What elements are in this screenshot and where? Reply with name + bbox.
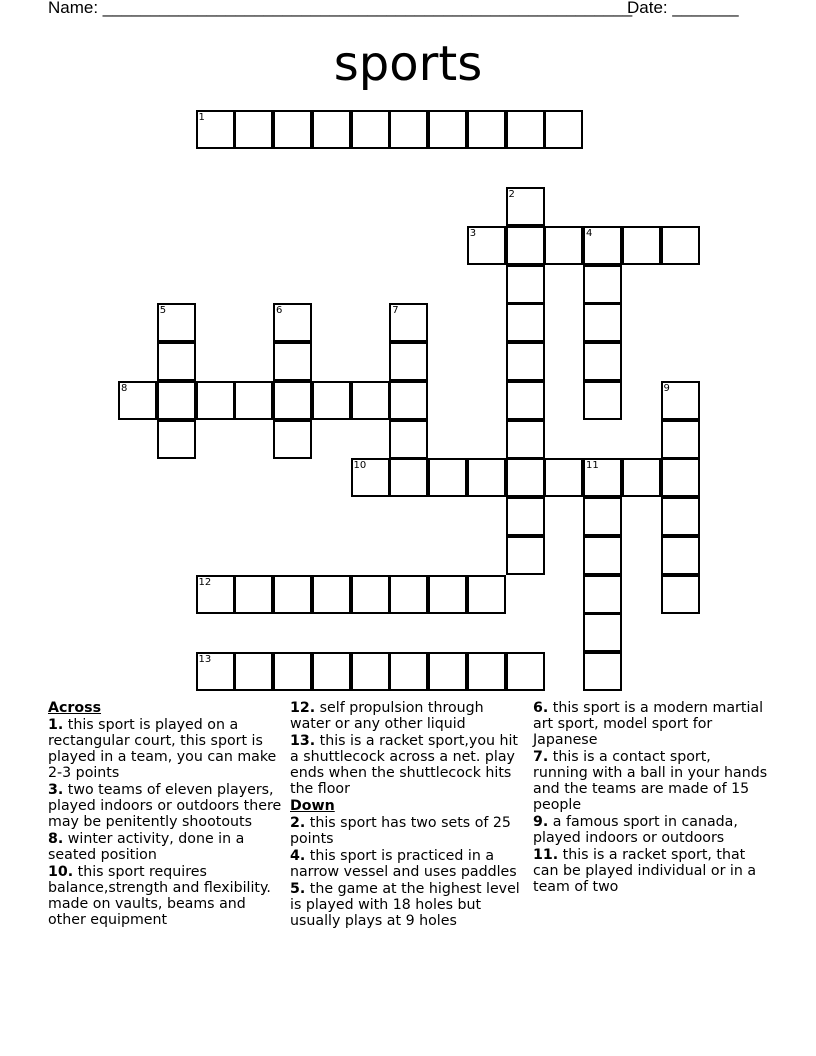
crossword-cell[interactable] [506,303,545,342]
crossword-cell[interactable] [389,342,428,381]
crossword-cell[interactable] [583,303,622,342]
clue-number: 7. [533,749,549,765]
clue-text: this is a racket sport,you hit a shuttlecock across a net. play ends when the shuttlecock hits the floor [290,733,518,797]
crossword-cell[interactable] [583,575,622,614]
clue-number-label: 6 [276,305,283,317]
clue-number: 10. [48,864,74,880]
clue-number-label: 8 [121,382,128,394]
clue-number: 4. [290,848,306,864]
crossword-cell[interactable] [622,226,661,265]
clue-down-7 [533,749,769,813]
crossword-cell[interactable] [622,458,661,497]
crossword-cell[interactable] [506,497,545,536]
crossword-cell[interactable] [583,497,622,536]
crossword-cell[interactable] [583,342,622,381]
crossword-cell[interactable] [506,342,545,381]
crossword-cell[interactable] [506,110,545,149]
clue-text: this sport is practiced in a narrow vessel and uses paddles [290,848,517,880]
crossword-cell[interactable] [661,575,700,614]
clue-number: 11. [533,847,559,863]
crossword-cell[interactable] [467,652,506,691]
crossword-cell[interactable] [661,497,700,536]
clue-text: winter activity, done in a seated position [48,831,245,863]
crossword-cell[interactable] [196,381,235,420]
crossword-cell[interactable] [389,652,428,691]
clue-number: 8. [48,831,64,847]
crossword-cell[interactable] [157,420,196,459]
clue-text: this sport is a modern martial art sport, model sport for Japanese [533,700,764,748]
crossword-cell[interactable] [583,381,622,420]
clue-number-label: 13 [198,654,212,665]
clue-number-label: 9 [663,382,670,394]
crossword-cell[interactable] [389,381,428,420]
crossword-cell[interactable] [351,110,390,149]
clue-across-8 [48,831,284,863]
name-field-label: Name: ________________________________________________________ [48,0,633,17]
clue-number: 2. [290,815,306,831]
clue-number: 6. [533,700,549,716]
crossword-cell[interactable] [389,575,428,614]
crossword-cell[interactable] [312,381,351,420]
crossword-cell[interactable] [273,110,312,149]
clue-number-label: 11 [586,460,599,472]
crossword-cell[interactable] [273,652,312,691]
clue-number: 1. [48,717,64,733]
date-field-label: Date: _______ [627,0,739,17]
clue-text: two teams of eleven players, played indoors or outdoors there may be penitently shootouts [48,782,282,830]
crossword-cell[interactable] [583,265,622,304]
crossword-cell[interactable] [273,420,312,459]
clue-across-1 [48,717,284,781]
across-heading: Across [48,700,102,716]
clue-column-2 [290,700,526,930]
crossword-cell[interactable] [157,381,196,420]
clue-column-1 [48,700,284,929]
crossword-cell[interactable] [506,652,545,691]
clue-text: this is a racket sport, that can be played individual or in a team of two [533,847,757,895]
clue-text: this sport requires balance,strength and flexibility. made on vaults, beams and other equipment [48,864,271,928]
crossword-cell[interactable] [506,536,545,575]
crossword-cell[interactable] [467,110,506,149]
clue-down-5 [290,881,526,929]
crossword-cell[interactable] [234,652,273,691]
crossword-cell[interactable] [273,575,312,614]
crossword-cell[interactable] [544,458,583,497]
crossword-cell[interactable] [428,575,467,614]
clue-text: this sport is played on a rectangular court, this sport is played in a team, you can make 2-3 points [48,717,277,781]
clue-down-9 [533,814,769,846]
crossword-cell[interactable] [544,226,583,265]
crossword-cell[interactable] [351,652,390,691]
clue-number: 9. [533,814,549,830]
clue-down-11 [533,847,769,895]
down-heading: Down [290,798,335,814]
crossword-cell[interactable] [506,458,545,497]
clue-across-10 [48,864,284,928]
crossword-cell[interactable] [661,458,700,497]
clue-number: 3. [48,782,64,798]
clue-text: this is a contact sport, running with a ball in your hands and the teams are made of 15 people [533,749,768,813]
crossword-cell[interactable] [661,536,700,575]
clue-across-3 [48,782,284,830]
clue-number-label: 2 [508,189,515,200]
clue-text: the game at the highest level is played with 18 holes but usually plays at 9 holes [290,881,520,929]
crossword-cell[interactable] [506,226,545,265]
crossword-cell[interactable] [467,575,506,614]
crossword-cell[interactable] [312,110,351,149]
crossword-cell[interactable] [506,381,545,420]
clue-number-label: 4 [586,227,593,239]
clue-number-label: 5 [159,305,167,317]
clue-number-label: 7 [392,305,399,317]
crossword-cell[interactable] [428,458,467,497]
clue-number-label: 3 [469,227,477,239]
page-title: sports [333,36,483,92]
crossword-cell[interactable] [583,536,622,575]
crossword-cell[interactable] [351,575,390,614]
clue-down-4 [290,848,526,880]
crossword-cell[interactable] [351,381,390,420]
clue-across-13 [290,733,526,797]
clue-text: a famous sport in canada, played indoors or outdoors [533,814,738,846]
crossword-cell[interactable] [661,226,700,265]
clue-text: self propulsion through water or any other liquid [290,700,484,732]
clue-number-label: 1 [198,111,205,123]
crossword-cell[interactable] [312,575,351,614]
clue-number: 13. [290,733,316,749]
crossword-cell[interactable] [428,110,467,149]
crossword-cell[interactable] [428,652,467,691]
crossword-cell[interactable] [389,458,428,497]
clue-down-6 [533,700,769,748]
crossword-cell[interactable] [389,420,428,459]
clue-number-label: 10 [353,460,367,472]
crossword-cell[interactable] [583,613,622,652]
crossword-cell[interactable] [234,575,273,614]
clue-number: 5. [290,881,306,897]
crossword-cell[interactable] [661,420,700,459]
clue-number: 12. [290,700,316,716]
clue-column-3 [533,700,769,896]
clue-across-12 [290,700,526,732]
clue-down-2 [290,815,526,847]
crossword-cell[interactable] [389,110,428,149]
crossword-cell[interactable] [506,265,545,304]
crossword-cell[interactable] [312,652,351,691]
crossword-cell[interactable] [467,458,506,497]
clue-number-label: 12 [198,576,212,588]
crossword-cell[interactable] [273,381,312,420]
crossword-cell[interactable] [234,381,273,420]
crossword-cell[interactable] [234,110,273,149]
crossword-cell[interactable] [157,342,196,381]
crossword-cell[interactable] [273,342,312,381]
clue-text: this sport has two sets of 25 points [290,815,511,847]
clue-list [0,700,816,1000]
crossword-cell[interactable] [506,420,545,459]
crossword-cell[interactable] [544,110,583,149]
crossword-cell[interactable] [583,652,622,691]
